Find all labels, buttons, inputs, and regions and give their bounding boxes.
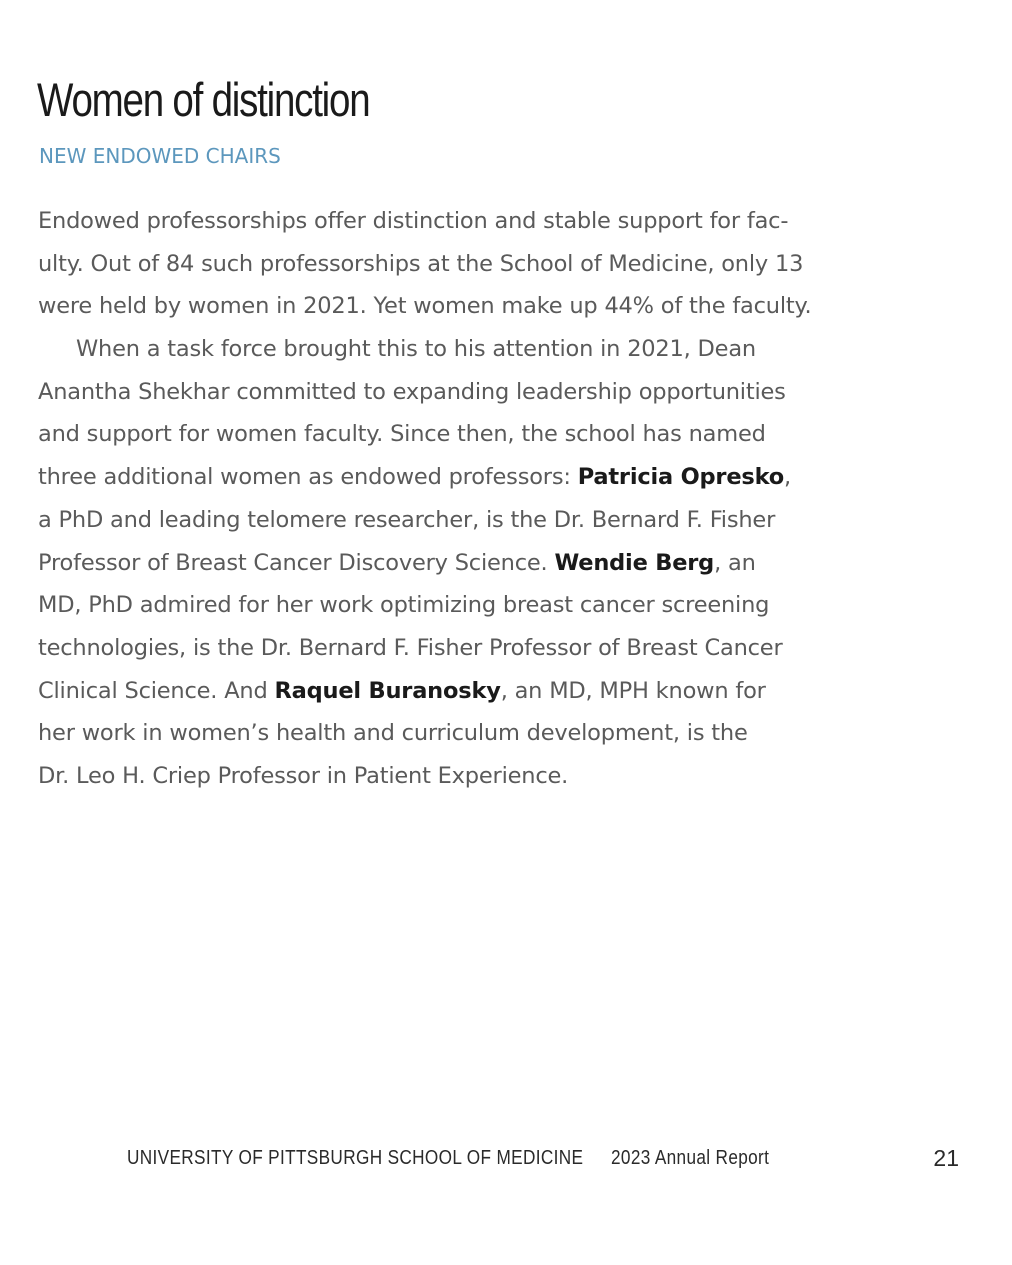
name-raquel-buranosky: Raquel Buranosky bbox=[274, 677, 501, 704]
footer-organization: UNIVERSITY OF PITTSBURGH SCHOOL OF MEDICINE bbox=[127, 1147, 584, 1169]
name-patricia-opresko: Patricia Opresko bbox=[577, 464, 785, 491]
name-wendie-berg: Wendie Berg bbox=[554, 549, 715, 576]
body-line: Anantha Shekhar committed to expanding leadership opportunities bbox=[38, 378, 786, 405]
body-line: were held by women in 2021. Yet women make up 44% of the faculty. bbox=[38, 293, 812, 320]
body-text-segment: , bbox=[784, 464, 791, 491]
article-body bbox=[38, 200, 978, 798]
body-text-segment: Clinical Science. And bbox=[38, 677, 275, 704]
article-subtitle: NEW ENDOWED CHAIRS bbox=[39, 144, 281, 168]
footer-report-title: 2023 Annual Report bbox=[611, 1147, 770, 1169]
page-number: 21 bbox=[933, 1145, 959, 1171]
body-line bbox=[38, 456, 978, 499]
body-line: and support for women faculty. Since then, the school has named bbox=[38, 421, 766, 448]
body-line: When a task force brought this to his attention in 2021, Dean bbox=[76, 336, 756, 363]
body-line: ulty. Out of 84 such professorships at the School of Medicine, only 13 bbox=[38, 250, 804, 277]
body-line: Dr. Leo H. Criep Professor in Patient Experience. bbox=[38, 762, 569, 789]
body-line: technologies, is the Dr. Bernard F. Fisher Professor of Breast Cancer bbox=[38, 634, 783, 661]
body-text-segment: , an MD, MPH known for bbox=[500, 677, 766, 704]
body-line: MD, PhD admired for her work optimizing breast cancer screening bbox=[38, 592, 770, 619]
body-line: a PhD and leading telomere researcher, is the Dr. Bernard F. Fisher bbox=[38, 506, 776, 533]
page-footer bbox=[0, 1143, 1012, 1173]
body-text-segment: three additional women as endowed professors: bbox=[38, 464, 578, 491]
body-line: Endowed professorships offer distinction and stable support for fac- bbox=[38, 208, 789, 234]
body-text-segment: , an bbox=[714, 549, 756, 576]
body-line bbox=[38, 542, 978, 585]
body-line: her work in women’s health and curriculum development, is the bbox=[38, 720, 748, 747]
article-title: Women of distinction bbox=[37, 73, 370, 126]
body-text-segment: Professor of Breast Cancer Discovery Science. bbox=[38, 549, 555, 576]
body-line bbox=[38, 670, 978, 713]
